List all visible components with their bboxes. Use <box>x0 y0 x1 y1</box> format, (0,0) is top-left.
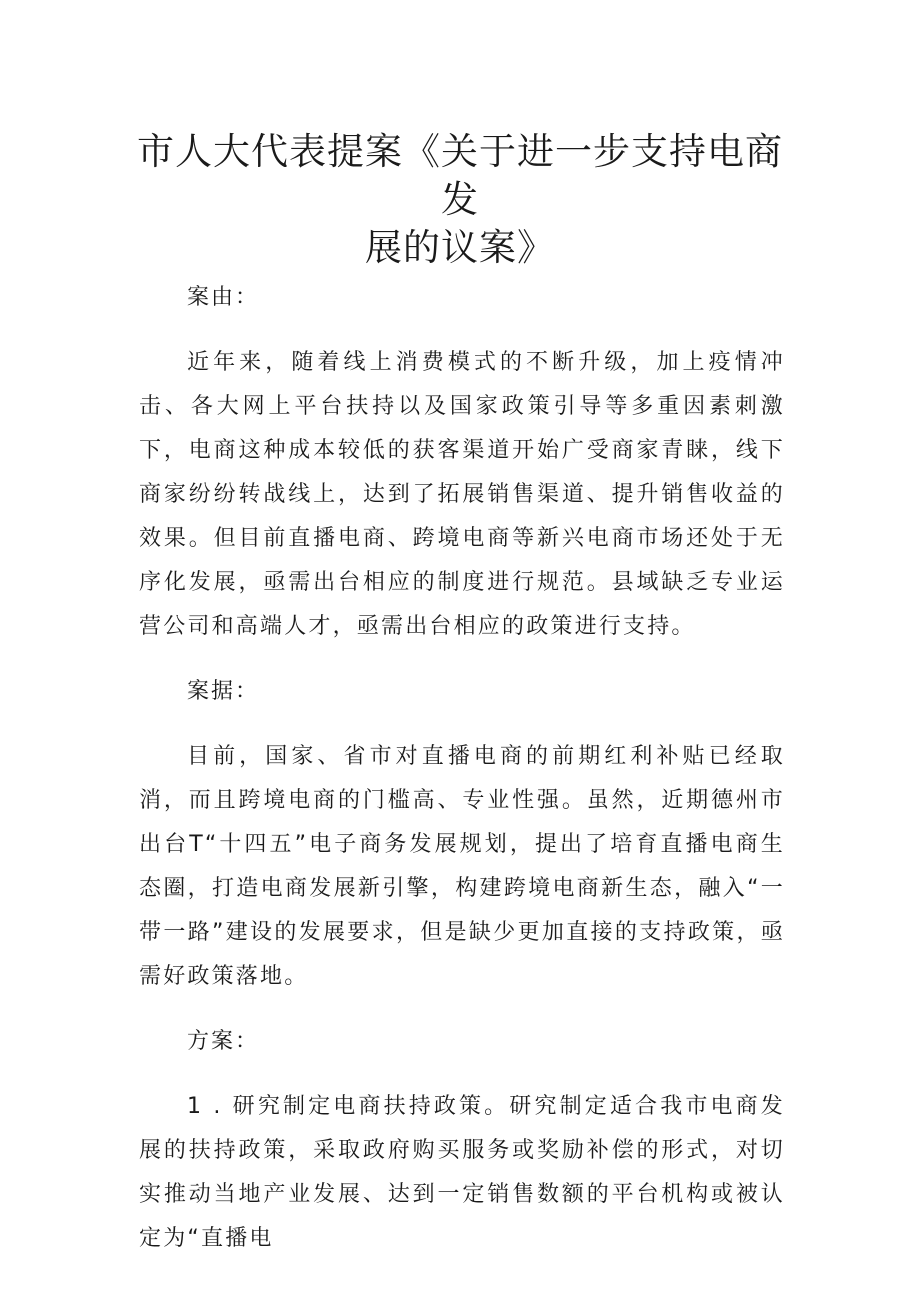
title-line-1: 市人大代表提案《关于进一步支持电商发 <box>137 130 783 221</box>
basis-heading: 案据： <box>187 679 260 704</box>
title-line-2: 展的议案》 <box>365 226 555 269</box>
document-body <box>139 276 785 1282</box>
reason-paragraph: 近年来，随着线上消费模式的不断升级，加上疫情冲击、各大网上平台扶持以及国家政策引导等多重因素刺激下，电商这种成本较低的获客渠道开始广受商家青睐，线下商家纷纷转战线上，达到了拓展销售渠道、提升销售收益的效果。但目前直播电商、跨境电商等新兴电商市场还处于无序化发展，亟需出台相应的制度进行规范。县域缺乏专业运营公司和高端人才，亟需出台相应的政策进行支持。 <box>139 350 785 639</box>
reason-heading: 案由： <box>187 285 260 310</box>
document-title <box>120 128 800 272</box>
plan-heading: 方案： <box>187 1029 260 1054</box>
plan-item-1: 1 . 研究制定电商扶持政策。研究制定适合我市电商发展的扶持政策，采取政府购买服务或奖励补偿的形式，对切实推动当地产业发展、达到一定销售数额的平台机构或被认定为“直播电 <box>139 1094 785 1251</box>
basis-paragraph: 目前，国家、省市对直播电商的前期红利补贴已经取消，而且跨境电商的门槛高、专业性强。虽然，近期德州市出台T“十四五”电子商务发展规划，提出了培育直播电商生态圈，打造电商发展新引擎，构建跨境电商新生态，融入“一带一路”建设的发展要求，但是缺少更加直接的支持政策，亟需好政策落地。 <box>139 744 785 989</box>
